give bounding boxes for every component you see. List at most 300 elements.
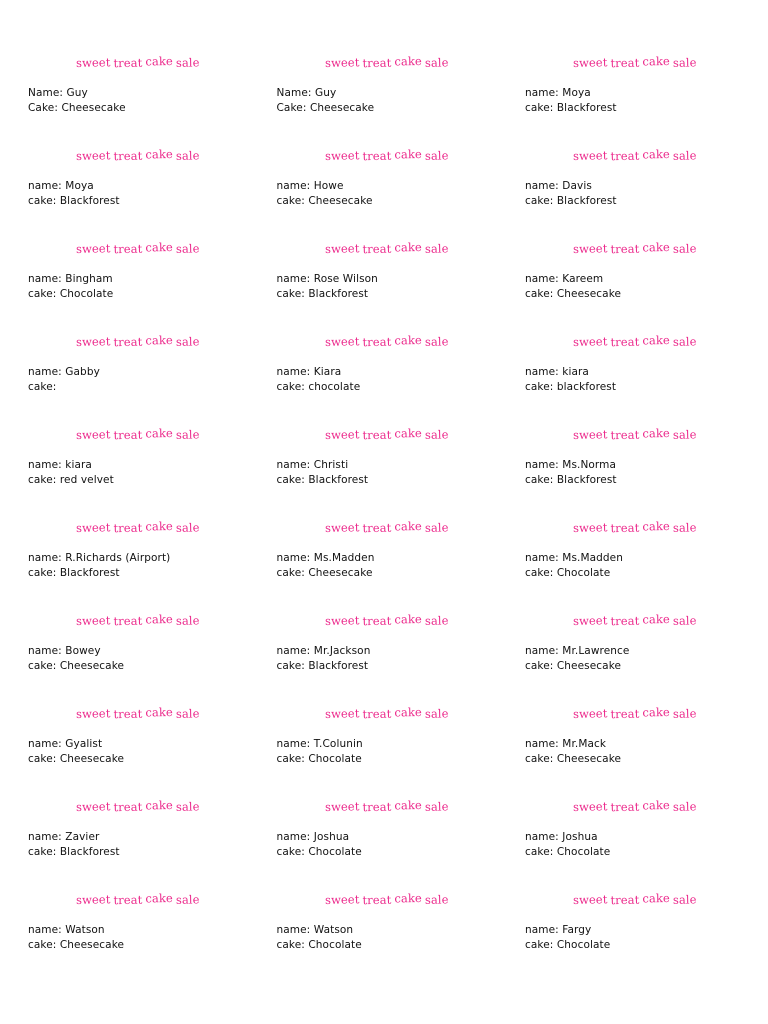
cake-label: cake: — [276, 474, 305, 486]
brand-word: sale — [424, 612, 449, 628]
brand-word: treat — [361, 334, 392, 349]
brand-word: cake — [145, 518, 173, 534]
brand-title — [76, 146, 203, 163]
brand-title — [324, 797, 451, 814]
brand-word: sweet — [572, 799, 608, 814]
brand-word: cake — [393, 890, 422, 906]
cake-type-line — [28, 474, 114, 486]
brand-word: treat — [113, 241, 143, 256]
cake-label: cake: — [525, 939, 554, 951]
brand-word: sweet — [572, 148, 608, 163]
brand-title — [324, 425, 451, 442]
brand-word: cake — [642, 53, 670, 69]
cake-label: cake: — [28, 381, 57, 393]
brand-word: cake — [145, 53, 173, 69]
cake-type-line — [277, 753, 362, 765]
brand-title — [573, 425, 700, 442]
order-label — [525, 890, 748, 986]
cake-type-value: Cheesecake — [59, 753, 125, 765]
brand-word: treat — [610, 241, 640, 256]
label-sheet — [28, 53, 748, 986]
cake-label: cake: — [28, 939, 57, 951]
brand-word: treat — [610, 613, 640, 628]
brand-title — [76, 797, 203, 814]
cake-label: cake: — [276, 660, 305, 672]
cake-type-line — [277, 102, 375, 114]
cake-label: cake: — [525, 195, 554, 207]
customer-name-value: Gabby — [65, 366, 100, 378]
brand-word: sweet — [324, 799, 360, 814]
brand-word: sale — [672, 54, 697, 70]
customer-name-line — [525, 366, 589, 378]
customer-name-line — [28, 273, 113, 285]
customer-name-value: kiara — [65, 459, 92, 471]
cake-type-value: Cheesecake — [59, 660, 125, 672]
customer-name-line — [277, 738, 363, 750]
order-label — [525, 518, 748, 614]
customer-name-value: Kiara — [313, 366, 342, 378]
brand-word: treat — [361, 706, 392, 721]
name-label: name: — [525, 738, 559, 750]
order-label — [28, 146, 277, 242]
order-label — [525, 332, 748, 428]
cake-type-value: Blackforest — [59, 567, 120, 579]
order-label — [28, 53, 277, 149]
name-label: name: — [276, 180, 311, 192]
brand-title — [324, 146, 451, 163]
customer-name-value: Fargy — [562, 924, 592, 936]
customer-name-line — [277, 180, 344, 192]
brand-word: treat — [113, 892, 143, 907]
cake-label: cake: — [525, 660, 554, 672]
brand-word: cake — [393, 332, 422, 348]
cake-type-line — [525, 381, 616, 393]
brand-word: sale — [175, 333, 200, 349]
brand-title — [76, 332, 203, 349]
brand-word: cake — [145, 425, 173, 441]
customer-name-value: Ms.Norma — [562, 459, 617, 471]
name-label: name: — [276, 459, 311, 471]
order-label — [276, 425, 526, 521]
brand-word: sweet — [75, 520, 111, 535]
customer-name-value: Bingham — [65, 273, 113, 285]
cake-label: cake: — [276, 195, 305, 207]
brand-word: sweet — [572, 55, 608, 70]
customer-name-line — [28, 924, 105, 936]
order-label — [276, 704, 526, 800]
brand-word: cake — [145, 797, 173, 813]
name-label: name: — [28, 831, 62, 843]
brand-word: sweet — [324, 241, 360, 256]
cake-type-line — [277, 567, 373, 579]
brand-title — [324, 332, 451, 349]
brand-word: sweet — [75, 55, 111, 70]
brand-word: sale — [175, 612, 200, 628]
customer-name-value: Guy — [66, 87, 88, 99]
order-label — [276, 146, 526, 242]
brand-word: treat — [361, 55, 392, 70]
brand-title — [324, 53, 451, 70]
cake-label: cake: — [276, 753, 305, 765]
cake-type-line — [28, 288, 113, 300]
brand-title — [573, 797, 700, 814]
cake-type-value: Blackforest — [59, 846, 120, 858]
order-label — [276, 239, 526, 335]
customer-name-line — [525, 180, 592, 192]
order-label — [276, 890, 526, 986]
brand-title — [76, 518, 203, 535]
name-label: name: — [28, 924, 62, 936]
cake-type-line — [28, 381, 56, 393]
brand-word: treat — [610, 55, 640, 70]
brand-word: sweet — [75, 613, 111, 628]
customer-name-line — [525, 87, 591, 99]
order-label — [525, 425, 748, 521]
order-label — [276, 611, 526, 707]
cake-type-line — [28, 195, 120, 207]
customer-name-line — [525, 552, 623, 564]
customer-name-value: Bowey — [65, 645, 101, 657]
brand-word: treat — [610, 706, 640, 721]
brand-word: sale — [424, 519, 449, 535]
name-label: name: — [28, 180, 62, 192]
cake-type-value: Cheesecake — [556, 753, 622, 765]
name-label: Name: — [28, 87, 64, 99]
customer-name-value: Joshua — [313, 831, 350, 843]
order-label — [525, 704, 748, 800]
customer-name-value: Joshua — [562, 831, 598, 843]
brand-word: sweet — [324, 706, 360, 721]
cake-type-line — [525, 474, 617, 486]
brand-word: treat — [113, 427, 143, 442]
name-label: name: — [276, 552, 311, 564]
brand-word: sale — [672, 612, 697, 628]
customer-name-value: Watson — [65, 924, 105, 936]
cake-label: cake: — [276, 567, 305, 579]
brand-word: sale — [424, 333, 449, 349]
brand-word: treat — [113, 799, 143, 814]
brand-word: cake — [393, 53, 422, 69]
cake-type-value: chocolate — [308, 381, 361, 393]
cake-type-value: Cheesecake — [59, 939, 125, 951]
brand-word: cake — [393, 146, 422, 162]
brand-word: treat — [610, 520, 640, 535]
brand-word: sweet — [572, 892, 608, 907]
brand-word: sale — [424, 426, 449, 442]
cake-type-value: Cheesecake — [308, 567, 373, 579]
customer-name-line — [28, 180, 94, 192]
cake-type-value: Cheesecake — [309, 102, 375, 114]
brand-word: cake — [642, 890, 670, 906]
brand-title — [324, 890, 451, 907]
customer-name-line — [28, 645, 101, 657]
brand-word: sale — [424, 705, 449, 721]
cake-label: cake: — [525, 753, 554, 765]
order-label — [28, 425, 277, 521]
name-label: name: — [525, 831, 559, 843]
customer-name-value: Ms.Madden — [562, 552, 623, 564]
brand-word: sweet — [75, 334, 111, 349]
cake-type-value: red velvet — [59, 474, 114, 486]
customer-name-line — [277, 273, 378, 285]
cake-type-value: Blackforest — [556, 195, 617, 207]
cake-type-value: Blackforest — [59, 195, 120, 207]
cake-type-value: Cheesecake — [556, 660, 622, 672]
brand-word: sweet — [324, 427, 360, 442]
order-label — [276, 332, 526, 428]
cake-label: cake: — [525, 381, 554, 393]
customer-name-line — [28, 738, 102, 750]
customer-name-value: Guy — [314, 87, 337, 99]
brand-word: sweet — [572, 706, 608, 721]
brand-word: treat — [361, 520, 392, 535]
brand-word: sale — [175, 519, 200, 535]
brand-word: cake — [393, 425, 422, 441]
name-label: name: — [28, 459, 62, 471]
brand-title — [573, 239, 700, 256]
customer-name-line — [525, 459, 616, 471]
customer-name-value: Moya — [65, 180, 94, 192]
name-label: name: — [276, 273, 311, 285]
cake-type-value: Blackforest — [556, 102, 617, 114]
customer-name-line — [28, 831, 99, 843]
cake-type-line — [28, 102, 126, 114]
brand-word: sale — [672, 798, 697, 814]
customer-name-line — [525, 273, 603, 285]
order-label — [28, 239, 277, 335]
cake-label: cake: — [525, 567, 554, 579]
brand-word: treat — [361, 799, 392, 814]
customer-name-value: Gyalist — [65, 738, 103, 750]
brand-word: sweet — [572, 613, 608, 628]
brand-word: cake — [642, 332, 670, 348]
cake-type-value: Chocolate — [308, 846, 362, 858]
cake-label: Cake: — [28, 102, 58, 114]
cake-type-line — [28, 846, 120, 858]
customer-name-value: Christi — [313, 459, 349, 471]
order-label — [28, 518, 277, 614]
brand-word: sweet — [572, 427, 608, 442]
cake-type-line — [277, 660, 369, 672]
customer-name-value: Davis — [562, 180, 592, 192]
brand-word: cake — [393, 239, 422, 255]
customer-name-value: Watson — [313, 924, 354, 936]
brand-word: sale — [672, 519, 697, 535]
cake-label: cake: — [28, 474, 57, 486]
brand-word: cake — [145, 704, 173, 720]
customer-name-line — [277, 831, 350, 843]
brand-word: treat — [113, 334, 143, 349]
customer-name-line — [525, 645, 629, 657]
name-label: Name: — [276, 87, 312, 99]
cake-label: cake: — [525, 846, 554, 858]
brand-word: cake — [642, 239, 670, 255]
name-label: name: — [525, 273, 559, 285]
brand-title — [324, 611, 451, 628]
brand-title — [76, 611, 203, 628]
order-label — [276, 797, 526, 893]
brand-word: treat — [113, 148, 143, 163]
customer-name-value: Kareem — [562, 273, 604, 285]
brand-word: treat — [113, 613, 143, 628]
brand-title — [76, 239, 203, 256]
brand-word: sweet — [572, 334, 608, 349]
brand-word: sale — [672, 426, 697, 442]
cake-label: cake: — [276, 381, 305, 393]
brand-word: sale — [672, 891, 697, 907]
cake-label: cake: — [28, 753, 57, 765]
brand-word: cake — [145, 890, 173, 906]
brand-word: sweet — [75, 706, 111, 721]
brand-word: treat — [361, 427, 392, 442]
customer-name-line — [525, 924, 591, 936]
brand-word: cake — [642, 797, 670, 813]
cake-type-line — [525, 660, 621, 672]
brand-word: sweet — [75, 799, 111, 814]
customer-name-line — [277, 87, 337, 99]
customer-name-value: Howe — [313, 180, 344, 192]
brand-word: sale — [175, 426, 200, 442]
customer-name-line — [28, 552, 170, 564]
brand-word: sweet — [75, 427, 111, 442]
cake-type-line — [525, 288, 621, 300]
brand-word: treat — [610, 427, 640, 442]
name-label: name: — [525, 552, 559, 564]
customer-name-value: kiara — [562, 366, 589, 378]
customer-name-line — [525, 831, 598, 843]
brand-word: treat — [113, 520, 143, 535]
cake-type-value: Cheesecake — [308, 195, 373, 207]
name-label: name: — [276, 366, 311, 378]
order-label — [276, 53, 526, 149]
brand-word: sweet — [75, 148, 111, 163]
cake-type-value: Cheesecake — [61, 102, 126, 114]
cake-type-value: Blackforest — [308, 660, 369, 672]
brand-word: sweet — [75, 241, 111, 256]
brand-word: sweet — [324, 613, 360, 628]
customer-name-line — [28, 459, 92, 471]
cake-type-line — [277, 474, 369, 486]
brand-word: cake — [145, 146, 173, 162]
cake-type-line — [525, 939, 610, 951]
order-label — [525, 611, 748, 707]
brand-word: treat — [610, 148, 640, 163]
name-label: name: — [28, 366, 62, 378]
order-label — [28, 611, 277, 707]
cake-type-value: Chocolate — [308, 939, 362, 951]
customer-name-value: Mr.Lawrence — [562, 645, 630, 657]
cake-type-line — [277, 195, 373, 207]
cake-type-line — [525, 567, 610, 579]
order-label — [525, 146, 748, 242]
brand-word: treat — [361, 613, 392, 628]
brand-word: sweet — [572, 241, 608, 256]
brand-title — [573, 704, 700, 721]
cake-label: cake: — [28, 846, 57, 858]
cake-type-line — [28, 660, 124, 672]
name-label: name: — [276, 924, 311, 936]
customer-name-value: Ms.Madden — [313, 552, 375, 564]
customer-name-line — [28, 366, 100, 378]
cake-type-value: Blackforest — [308, 474, 369, 486]
customer-name-line — [277, 552, 375, 564]
brand-word: sale — [175, 891, 200, 907]
brand-word: cake — [642, 518, 670, 534]
name-label: name: — [28, 552, 62, 564]
customer-name-value: Mr.Jackson — [313, 645, 371, 657]
name-label: name: — [525, 645, 559, 657]
brand-word: sale — [424, 891, 449, 907]
order-label — [28, 704, 277, 800]
customer-name-line — [277, 366, 342, 378]
order-label — [28, 890, 277, 986]
cake-label: cake: — [276, 939, 305, 951]
brand-word: sweet — [324, 334, 360, 349]
cake-type-value: Chocolate — [556, 567, 611, 579]
cake-label: cake: — [525, 474, 554, 486]
cake-type-line — [28, 939, 124, 951]
cake-type-line — [277, 381, 361, 393]
brand-word: sale — [175, 240, 200, 256]
customer-name-value: Mr.Mack — [562, 738, 607, 750]
customer-name-line — [277, 924, 354, 936]
cake-type-line — [277, 288, 369, 300]
brand-title — [573, 518, 700, 535]
brand-word: sale — [424, 147, 449, 163]
brand-word: cake — [393, 797, 422, 813]
cake-type-value: Chocolate — [308, 753, 362, 765]
brand-word: sweet — [324, 148, 360, 163]
brand-title — [324, 239, 451, 256]
brand-word: sale — [175, 54, 200, 70]
brand-word: cake — [145, 239, 173, 255]
brand-title — [76, 53, 203, 70]
name-label: name: — [28, 273, 62, 285]
cake-type-line — [277, 939, 362, 951]
name-label: name: — [28, 645, 62, 657]
brand-title — [76, 704, 203, 721]
cake-type-value: Chocolate — [556, 939, 611, 951]
cake-label: cake: — [28, 567, 57, 579]
cake-label: cake: — [525, 288, 554, 300]
brand-word: sale — [672, 705, 697, 721]
cake-type-line — [277, 846, 362, 858]
brand-word: sweet — [572, 520, 608, 535]
cake-type-value: Blackforest — [556, 474, 617, 486]
customer-name-value: Moya — [562, 87, 591, 99]
brand-word: sale — [672, 240, 697, 256]
cake-label: cake: — [28, 288, 57, 300]
cake-type-line — [525, 846, 610, 858]
brand-word: sweet — [75, 892, 111, 907]
brand-title — [76, 425, 203, 442]
brand-word: sale — [672, 333, 697, 349]
customer-name-line — [277, 645, 371, 657]
cake-type-value: Blackforest — [308, 288, 369, 300]
brand-title — [573, 146, 700, 163]
brand-word: cake — [393, 704, 422, 720]
name-label: name: — [525, 366, 559, 378]
brand-title — [573, 611, 700, 628]
cake-type-line — [525, 102, 617, 114]
name-label: name: — [525, 87, 559, 99]
cake-label: cake: — [276, 846, 305, 858]
brand-word: treat — [361, 892, 392, 907]
customer-name-value: Rose Wilson — [313, 273, 378, 285]
brand-word: treat — [113, 55, 143, 70]
order-label — [28, 797, 277, 893]
brand-word: treat — [361, 241, 392, 256]
